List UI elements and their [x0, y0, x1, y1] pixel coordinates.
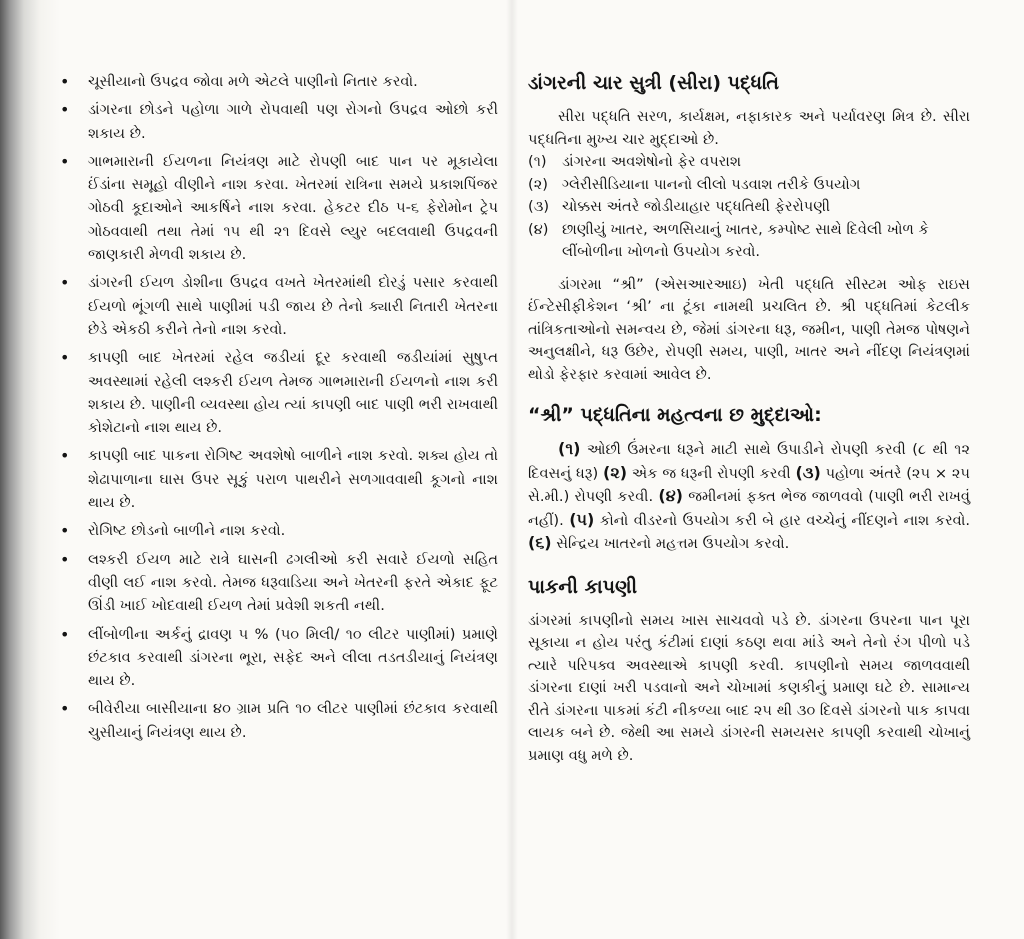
point-number: (૪) [528, 220, 549, 238]
sira-points-list [528, 151, 970, 264]
list-item-text: રોગિષ્ટ છોડનો બાળીને નાશ કરવો. [88, 522, 286, 540]
harvest-paragraph: ડાંગરમાં કાપણીનો સમય ખાસ સાચવવો પડે છે. ડાંગરના ઉપરના પાન પૂરા સૂકાયા ન હોય પરંતુ કંટીમાં દાણાં કઠણ થવા માંડે અને તેનો રંગ પીળો પડે ત્યારે પરિપક્વ અવસ્થાએ કાપણી કરવી. કાપણીનો સમય જાળવવાથી ડાંગરના દાણાં ખરી પડવાનો અને ચોખામાં કણકીનું પ્રમાણ ઘટે છે. સામાન્ય રીતે ડાંગરના પાકમાં કંટી નીકળ્યા બાદ ૨૫ થી ૩૦ દિવસે ડાંગરનો પાક કાપવા લાયક બને છે. જેથી આ સમયે ડાંગરની સમયસર કાપણી કરવાથી ચોખાનું પ્રમાણ વધુ મળે છે. [528, 611, 970, 764]
point-number: (૫) [569, 509, 595, 529]
list-item-text: બીવેરીયા બાસીયાના ૪૦ ગ્રામ પ્રતિ ૧૦ લીટર પાણીમાં છંટકાવ કરવાથી ચુસીયાનું નિયંત્રણ થાય છે. [88, 700, 498, 741]
list-item [58, 98, 498, 145]
list-item-text: લશ્કરી ઈયળ માટે રાત્રે ઘાસની ઢગલીઓ કરી સવારે ઈયળો સહિત વીણી લઈ નાશ કરવો. તેમજ ધરૂવાડિયા અને ખેતરની ફરતે એકાદ ફૂટ ઊંડી ખાઈ ખોદવાથી ઈયળ તેમાં પ્રવેશી શકતી નથી. [88, 550, 498, 615]
list-item [58, 271, 498, 341]
page-gutter [506, 0, 518, 939]
point-text: છાણીયું ખાતર, અળસિયાનું ખાતર, કમ્પોષ્ટ સાથે દિવેલી ખોળ કે લીંબોળીના ખોળનો ઉપયોગ કરવો. [562, 220, 929, 260]
point-number: (૨) [528, 175, 548, 193]
bullet-icon: • [60, 72, 70, 91]
list-item [528, 196, 970, 219]
list-item [58, 346, 498, 439]
sri-points-paragraph [528, 438, 970, 556]
section-heading-sira: ડાંગરની ચાર સુત્રી (સીરા) પદ્ધતિ [528, 72, 779, 94]
list-item-text: ડાંગરની ઈયળ ડોશીના ઉપદ્રવ વખતે ખેતરમાંથી દોરડું પસાર કરવાથી ઈયળો ભૂંગળી સાથે પાણીમાં પડી જાય છે તેનો ક્યારી નિતારી ખેતરના છેડે એકઠી કરીને તેનો નાશ કરવો. [88, 274, 498, 338]
list-item-text: ચૂસીયાનો ઉપદ્રવ જોવા મળે એટલે પાણીનો નિતાર કરવો. [88, 73, 418, 90]
bullet-icon: • [60, 699, 70, 719]
point-number: (૧) [528, 153, 547, 170]
list-item [58, 548, 498, 618]
bullet-icon: • [60, 446, 70, 466]
point-text: જમીનમાં ફક્ત ભેજ જાળવવો (પાણી ભરી રાખવું નહીં). [528, 488, 971, 529]
right-column [528, 70, 970, 767]
bullet-list [58, 70, 498, 744]
point-number: (૪) [658, 486, 683, 505]
bullet-icon: • [60, 100, 70, 120]
bullet-icon: • [60, 624, 70, 644]
point-number: (૩) [528, 198, 550, 215]
point-text: ચોક્કસ અંતરે જોડીયાહાર પદ્ધતિથી ફેરરોપણી [562, 198, 831, 215]
list-item [58, 70, 498, 93]
list-item [58, 623, 498, 693]
list-item [528, 174, 970, 197]
section-heading-sri-points: “શ્રી” પદ્ધતિના મહત્વના છ મુદ્દાઓ: [528, 404, 822, 426]
list-item [528, 219, 970, 264]
list-item-text: કાપણી બાદ ખેતરમાં રહેલ જડીયાં દૂર કરવાથી જડીયાંમાં સુષુપ્ત અવસ્થામાં રહેલી લશ્કરી ઈયળ તેમજ ગાભમારાની ઈયળનો નાશ કરી શકાય છે. પાણીની વ્યવસ્થા હોય ત્યાં કાપણી બાદ પાણી ભરી રાખવાથી કોશેટાનો નાશ થાય છે. [88, 349, 498, 437]
list-item [58, 444, 498, 514]
point-number: (૨) [603, 462, 628, 482]
point-text: કોનો વીડરનો ઉપયોગ કરી બે હાર વચ્ચેનું નીંદણને નાશ કરવો. [599, 511, 971, 529]
point-number: (૧) [558, 439, 581, 458]
list-item [528, 151, 970, 174]
point-text: ઓછી ઉંમરના ધરૂને માટી સાથે ઉપાડીને રોપણી કરવી (૮ થી ૧૨ દિવસનું ધરૂ) [528, 441, 971, 482]
point-text: ગ્લેરીસીડિયાના પાનનો લીલો પડવાશ તરીકે ઉપયોગ [562, 175, 861, 193]
bullet-icon: • [60, 151, 70, 171]
sira-intro-paragraph: સીરા પદ્ધતિ સરળ, કાર્યક્ષમ, નફાકારક અને પર્યાવરણ મિત્ર છે. સીરા પદ્ધતિના મુખ્ય ચાર મુદ્દાઓ છે. [528, 108, 970, 148]
point-number: (૬) [528, 533, 552, 552]
list-item [58, 697, 498, 744]
point-text: પહોળા અંતરે (૨૫ × ૨૫ સે.મી.) રોપણી કરવી. [528, 464, 970, 505]
list-item-text: લીંબોળીના અર્કનું દ્રાવણ ૫ % (૫૦ મિલી/ ૧૦ લીટર પાણીમાં) પ્રમાણે છંટકાવ કરવાથી ડાંગરના ભૂરા, સફેદ અને લીલા તડતડીયાનું નિયંત્રણ થાય છે. [88, 625, 498, 690]
bullet-icon: • [60, 521, 70, 541]
list-item [58, 150, 498, 266]
bullet-icon: • [60, 549, 70, 569]
list-item [58, 519, 498, 542]
point-text: સેન્દ્રિય ખાતરનો મહત્તમ ઉપયોગ કરવો. [556, 535, 790, 552]
point-text: એક જ ધરૂની રોપણી કરવી [631, 464, 791, 482]
sri-intro-paragraph: ડાંગરમા “શ્રી” (એસઆરઆઇ) ખેતી પદ્ધતિ સીસ્ટમ ઓફ રાઇસ ઈંન્ટેસીફીકેશન ‘શ્રી’ ના ટૂંકા નામથી પ્રચલિત છે. શ્રી પદ્ધતિમાં કેટલીક તાંત્રિકતાઓનો સમન્વય છે, જેમાં ડાંગરના ધરૂ, જમીન, પાણી તેમજ પોષણને અનુલક્ષીને, ધરૂ ઉછેર, રોપણી સમય, પાણી, ખાતર અને નીંદણ નિયંત્રણમાં થોડો ફેરફાર કરવામાં આવેલ છે. [528, 275, 970, 383]
section-heading-harvest: પાકની કાપણી [528, 575, 638, 598]
list-item-text: ગાભમારાની ઈયળના નિયંત્રણ માટે રોપણી બાદ પાન પર મૂકાયેલા ઈંડાંના સમૂહો વીણીને નાશ કરવા. ખેતરમાં રાત્રિના સમયે પ્રકાશપિંજર ગોઠવી કૂદાઓને આકર્ષિને નાશ કરવા. હેકટર દીઠ ૫-૬ ફેરોમોન ટ્રેપ ગોઠવવાથી તથા તેમાં ૧૫ થી ૨૧ દિવસે લ્યુર બદલવાથી ઉપદ્રવની જાણકારી મેળવી શકાય છે. [88, 152, 498, 264]
point-text: ડાંગરના અવશેષોનો ફેર વપરાશ [562, 153, 742, 170]
bullet-icon: • [60, 348, 70, 368]
point-number: (૩) [795, 462, 821, 482]
left-column [58, 70, 498, 749]
list-item-text: ડાંગરના છોડને પહોળા ગાળે રોપવાથી પણ રોગનો ઉપદ્રવ ઓછો કરી શકાય છે. [88, 101, 498, 142]
bullet-icon: • [60, 273, 70, 293]
list-item-text: કાપણી બાદ પાકના રોગિષ્ટ અવશેષો બાળીને નાશ કરવો. શક્ય હોય તો શેઢાપાળાના ઘાસ ઉપર સૂકું પરાળ પાથરીને સળગાવવાથી કૂગનો નાશ થાય છે. [88, 447, 498, 512]
